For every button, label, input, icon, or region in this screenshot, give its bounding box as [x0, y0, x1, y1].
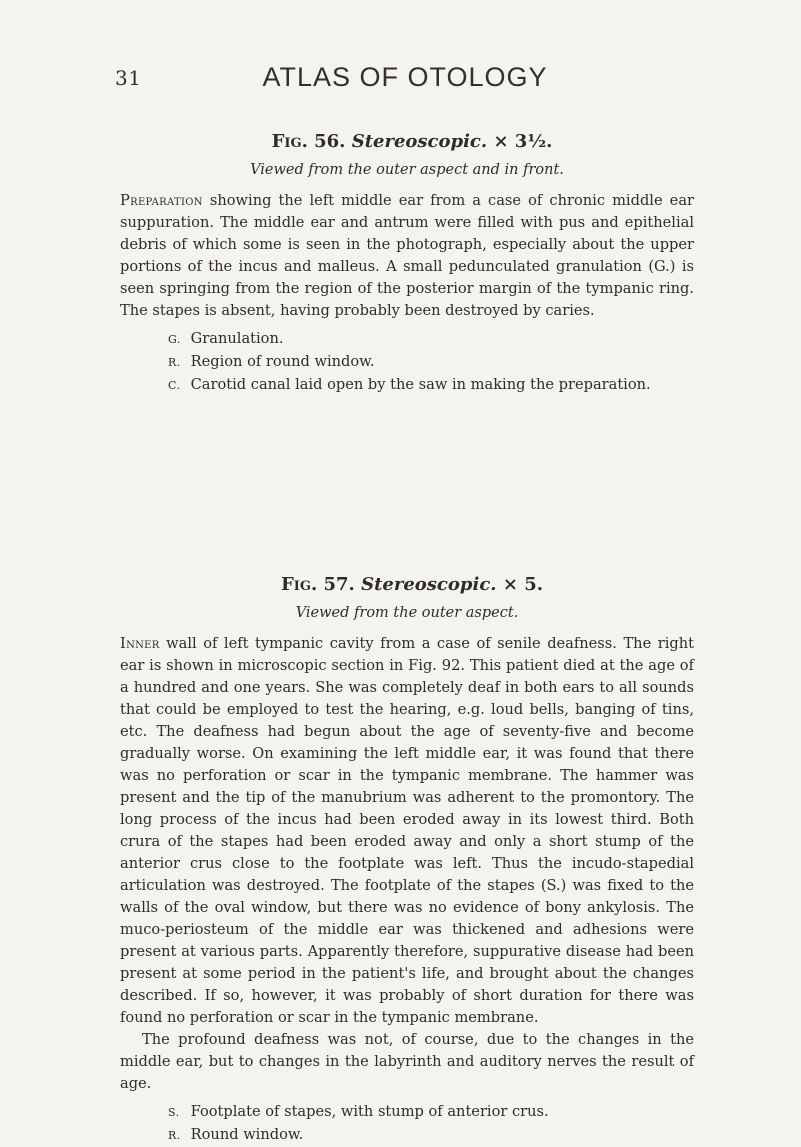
figure-caption: Stereoscopic.: [351, 131, 488, 152]
legend-key: G.: [168, 333, 181, 346]
legend-key: R.: [168, 356, 181, 369]
figure-title: [120, 574, 694, 595]
figure-title: [120, 131, 694, 152]
description-paragraph: [120, 1029, 694, 1095]
paragraph-text: wall of left tympanic cavity from a case of senile deafness. The right ear is shown in microscopic section in Fig. 92. This patient died at the age of a hundred and one years. She was completely deaf in both ears to all sounds that could be employed to test the hearing, e.g. loud bells, banging of tins, etc. The deafness had begun about the age of seventy-five and become gradually worse. On examining the left middle ear, it was found that there was no perforation or scar in the tympanic membrane. The hammer was present and the tip of the manubrium was adherent to the promontory. The long process of the incus had been eroded away in its lowest third. Both crura of the stapes had been eroded away and only a short stump of the anterior crus close to the footplate was left. Thus the incudo-stapedial articulation was destroyed. The footplate of the stapes (S.) was fixed to the walls of the oval window, but there was no evidence of bony ankylosis. The muco-periosteum of the middle ear was thickened and adhesions were present at various parts. Apparently therefore, suppurative disease had been present at some period in the patient's life, and brought about the changes described. If so, however, it was probably of short duration for there was found no perforation or scar in the tympanic membrane.: [120, 635, 694, 1026]
description-paragraph: [120, 190, 694, 322]
page-number: 31: [115, 66, 142, 90]
figure-label: Fig. 57.: [281, 574, 355, 595]
page-header: [115, 62, 695, 102]
running-title: ATLAS OF OTOLOGY: [262, 62, 548, 92]
figure-label: Fig. 56.: [271, 131, 346, 152]
legend-item: [168, 351, 694, 374]
legend-item: [168, 328, 694, 351]
legend-key: R.: [168, 1129, 181, 1142]
legend-text: Granulation.: [190, 330, 284, 347]
description-paragraph: [120, 633, 694, 1029]
figure-57-section: [120, 574, 694, 1147]
paragraph-lead: Preparation: [120, 192, 203, 209]
legend-item: [168, 1101, 694, 1124]
figure-56-section: [120, 131, 694, 397]
figure-legend: [120, 1101, 694, 1147]
figure-subtitle: Viewed from the outer aspect and in front.: [250, 162, 564, 178]
legend-item: [168, 374, 694, 397]
legend-text: Carotid canal laid open by the saw in making the preparation.: [190, 376, 651, 393]
figure-magnification: × 5.: [502, 574, 543, 595]
paragraph-text: The profound deafness was not, of course, due to the changes in the middle ear, but to changes in the labyrinth and auditory nerves the result of age.: [120, 1031, 694, 1092]
legend-text: Footplate of stapes, with stump of anterior crus.: [190, 1103, 549, 1120]
figure-subtitle: Viewed from the outer aspect.: [295, 605, 519, 621]
legend-text: Region of round window.: [190, 353, 375, 370]
legend-key: S.: [168, 1106, 180, 1119]
figure-magnification: × 3½.: [493, 131, 553, 152]
legend-text: Round window.: [190, 1126, 304, 1143]
figure-caption: Stereoscopic.: [361, 574, 497, 595]
legend-item: [168, 1124, 694, 1147]
legend-key: C.: [168, 379, 181, 392]
figure-legend: [120, 328, 694, 397]
paragraph-lead: Inner: [120, 635, 160, 652]
paragraph-text: showing the left middle ear from a case of chronic middle ear suppuration. The middle ear and antrum were filled with pus and epithelial debris of which some is seen in the photograph, especially about the upper portions of the incus and malleus. A small pedunculated granulation (G.) is seen springing from the region of the posterior margin of the tympanic ring. The stapes is absent, having probably been destroyed by caries.: [120, 192, 694, 319]
